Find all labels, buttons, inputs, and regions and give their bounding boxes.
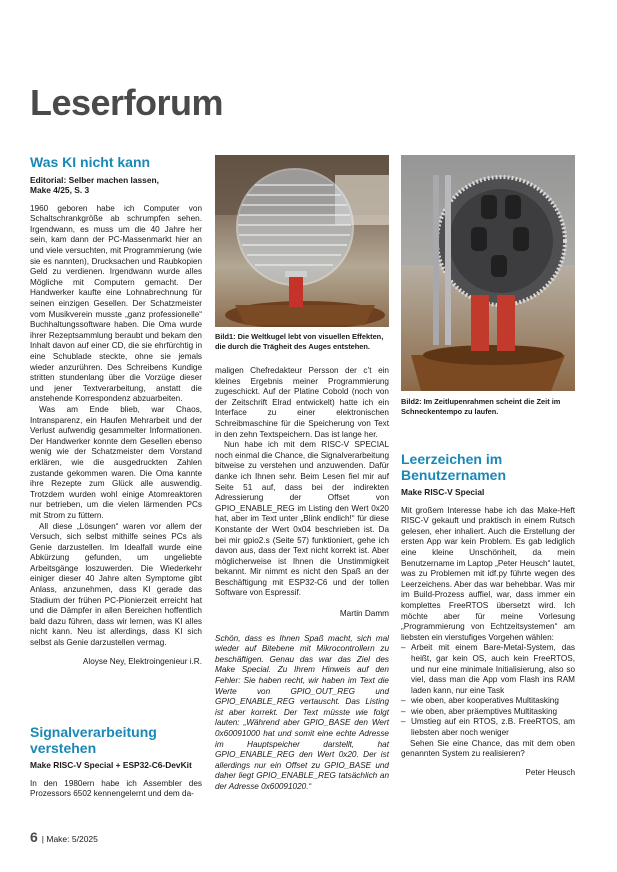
article-title: Was KI nicht kann [30, 154, 151, 170]
editor-reply [215, 634, 389, 793]
paragraph: Schön, dass es Ihnen Spaß macht, sich mal wieder auf Bitebene mit Mikrocontrollern zu beschäftigen. Genau das war das Ziel des Make Special. Zu Ihrem Hinweis auf den Fehler: Sie haben recht, wir haben im Text die Werte von GPIO_OUT_REG und GPIO_ENABLE_REG vertauscht. Das Listing ist aber korrekt. Der Text müsste wie folgt lauten: „Während aber GPIO_BASE den Wert 0x60091000 hat und somit eine echte Adresse im Hauptspeicher darstellt, hat GPIO_ENABLE_REG den Wert 0x20. Der ist allerdings nur ein Offset zu GPIO_BASE und daher liegt GPIO_ENABLE_REG tatsächlich an der Adresse 0x60091020.“ [215, 633, 389, 791]
paragraph: Mit großem Interesse habe ich das Make-Heft RISC-V gekauft und praktisch in einem Rutsch gelesen, eher inhaliert. Auch die Erstellung der ersten App war kein Problem. Es gab lediglich eine kleine Unschönheit, da mein Benutzername im Laptop „Peter Heusch“ lautet, was zu Problemen mit idf.py führte wegen des Leerzeichens. Aber das war behebbar. Was mir im Build-Prozess auffiel, war, dass immer ein komplettes FreeRTOS übersetzt wird. Ich möchte aber für meine Vorlesung „Programmierung von Echtzeitsystemen“ am liebsten ein vierstufiges Vorgehen wählen: [401, 505, 575, 642]
page-footer [30, 829, 98, 845]
list-item: – Umstieg auf ein RTOS, z.B. FreeRTOS, am liebsten aber noch weniger [401, 717, 575, 738]
left-column [30, 155, 202, 667]
figure-caption: Bild1: Die Weltkugel lebt von visuellen Effekten, die durch die Trägheit des Auges entstehen. [215, 332, 384, 351]
signature: Aloyse Ney, Elektroingenieur i.R. [82, 656, 202, 666]
globe-illustration [215, 155, 389, 327]
article-subtitle: Editorial: Selber machen lassen, Make 4/25, S. 3 [30, 174, 159, 196]
middle-column [215, 366, 389, 793]
left-column-lower [30, 725, 202, 800]
bullet-list [401, 643, 575, 738]
paragraph: 1960 geboren habe ich Computer von Schaltschrankgröße ab schrumpfen sehen. Irgendwann, es muss um die 40 Jahre her sein, kam dann der PC-Massenmarkt hier an und viele versuchten, mit Programmierung (wie sie es nannten), Drucksachen und Raubkopien Geld zu verdienen. Irgendwann wurde alles Mögliche mit Computern gemacht. Der Handwerker kaufte eine Lohnabrechnung für seinen einzigen Gesellen. Der Schatzmeister vom Musikverein musste „ganz professionelle“ Buchhaltungssoftware haben. Die Oma wurde ihrer Rezeptsammlung beraubt und bekam den Inhalt davon auf einer CD, die sie ehrfürchtig in eine Schublade steckte, ohne sie jemals wieder anzurühren. Des Schreibens Kundige stritten stundenlang über die Vorzüge dieser und jener Textverarbeitung, anstatt die anstehende Korrespondenz abzuarbeiten. [30, 203, 202, 404]
paragraph: In den 1980ern habe ich Assembler des Prozessors 6502 kennengelernt und dem da- [30, 778, 202, 799]
paragraph: Was am Ende blieb, war Chaos, Intransparenz, ein Haufen Mehrarbeit und der Verlust aufwendig gesammelter Informationen. Der Handwerker konnte dem Gesellen ebenso wenig wie der Schatzmeister dem Vorstand erklären, wie die ausgedruckten Zahlen zustande gekommen waren. Die Oma kannte ihre Rezepte zum Glück alle auswendig. Trotzdem wurden wohl einige Atomreaktoren nur betrieben, um die vielen lärmenden PCs mit Strom zu füttern. [30, 404, 202, 520]
list-item: – wie oben, aber kooperatives Multitasking [401, 696, 575, 707]
paragraph: Nun habe ich mit dem RISC-V SPECIAL noch einmal die Chance, die Signalverarbeitung bitweise zu verstehen und anzuwenden. Dafür danke ich Ihnen sehr. Beim Lesen fiel mir auf Seite 51 auf, dass bei der indirekten Adressierung der Offset von GPIO_ENABLE_REG im Listing den Wert 0x20 hat, aber im Text unter „Blink endlich!“ für diese Konstante der Wert 0x04 beschrieben ist. Da bei mir gpio2.s (Seite 57) funktioniert, gehe ich davon aus, dass der Text nicht korrekt ist. Aber möglicherweise ist Ihnen die Unstimmigkeit bekannt. Mir nimmt es nicht den Spaß an der Beschäftigung mit ESP32-C6 und der tollen Software von Espressif. [215, 440, 389, 598]
figure-caption: Bild2: Im Zeitlupenrahmen scheint die Zeit im Schneckentempo zu laufen. [401, 397, 561, 416]
article-title: Signalverarbeitung verstehen [30, 724, 157, 756]
globe-photo [215, 155, 389, 327]
article-title: Leerzeichen im Benutzernamen [401, 451, 507, 483]
article-subtitle: Make RISC-V Special [401, 487, 485, 497]
list-item: – Arbeit mit einem Bare-Metal-System, das heißt, gar kein OS, auch kein FreeRTOS, und nur eine minimale Initialisierung, also so viel, dass man die App vom Flash ins RAM laden kann, nur eine Task [401, 643, 575, 696]
frame-illustration [401, 155, 575, 391]
article-subtitle: Make RISC-V Special + ESP32-C6-DevKit [30, 760, 192, 770]
paragraph: All diese „Lösungen“ waren vor allem der Versuch, sich selbst mithilfe seines PCs als Genie darzustellen. Im Idealfall wurde eine Abkürzung gefunden, um ungeliebte Arbeitsgänge loszuwerden. Die Wiederkehr einiger dieser 40 Jahre alten Symptome gibt Anlass, anzunehmen, dass KI gerade das Stadium der frühen PC-Pionierzeit erreicht hat und die Dämpfer in allen Bereichen hoffentlich bald dazu führen, dass wir lernen, was KI alles nicht kann. Neu ist allerdings, dass KI sich selbst als Genie darzustellen vermag. [30, 521, 202, 648]
signature: Martin Damm [339, 609, 389, 619]
frame-photo [401, 155, 575, 391]
right-column [401, 452, 575, 778]
issue-label: | Make: 5/2025 [41, 834, 98, 844]
paragraph: maligen Chefredakteur Persson der c’t ein kleines Ergebnis meiner Programmierung zugeschickt. Auf der Platine Cobold (noch von der Zeitschrift Elrad entwickelt) hatte ich ein Interface zu einer elektronischen Schreibmaschine für die Speicherung von Text in den zehn Textspeichern. Das ist lange her. [215, 366, 389, 439]
signature: Peter Heusch [525, 767, 575, 777]
page-number: 6 [30, 829, 38, 845]
page-title: Leserforum [30, 82, 224, 123]
list-item: – wie oben, aber präemptives Multitasking [401, 707, 575, 718]
paragraph: Sehen Sie eine Chance, das mit dem oben genannten System zu realisieren? [401, 738, 575, 759]
